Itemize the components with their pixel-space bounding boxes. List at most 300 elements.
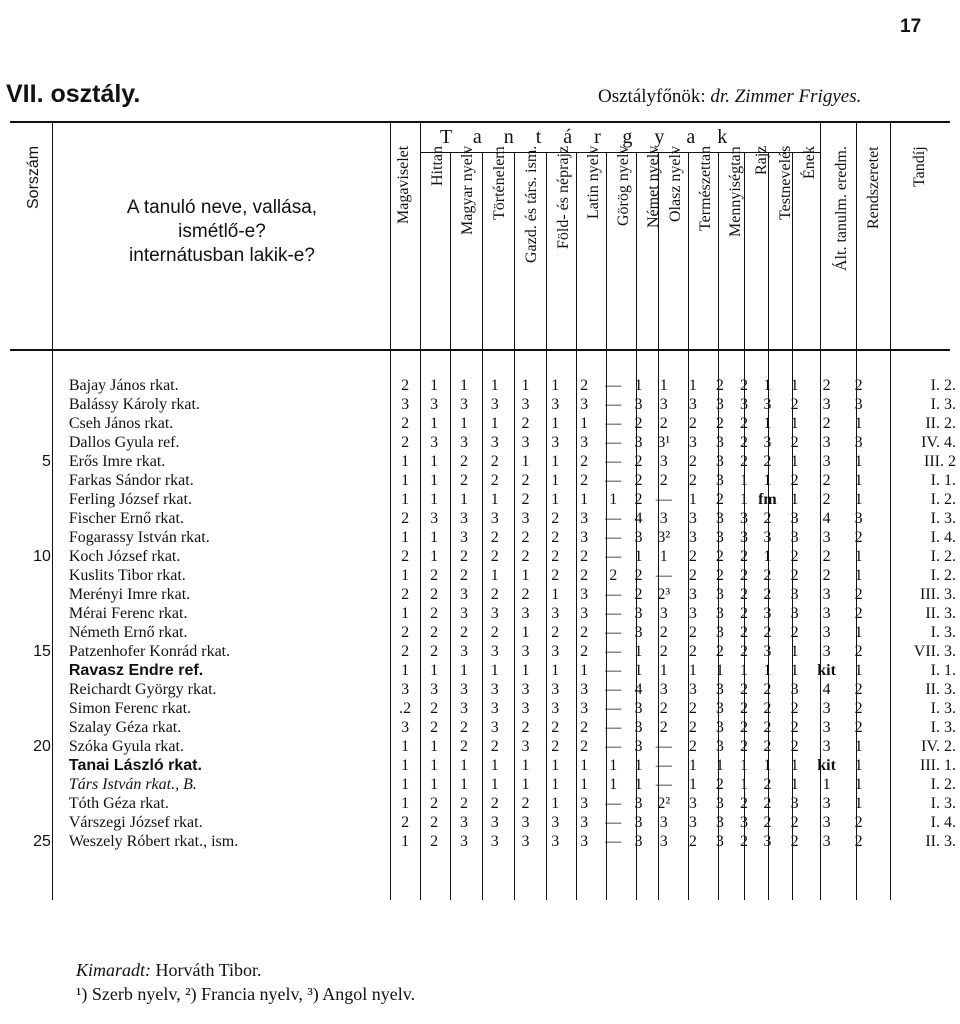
student-table <box>12 376 960 851</box>
grade-cell: 3 <box>490 833 499 850</box>
grade-cell: 2 <box>822 567 831 584</box>
grade-cell: 2 <box>763 510 772 527</box>
serial-number <box>12 680 59 699</box>
student-row <box>12 642 960 661</box>
grade-cell: 2 <box>551 624 560 641</box>
grade-cell: 2 <box>580 453 589 470</box>
student-row <box>12 813 960 832</box>
grade-cell: 3 <box>822 605 831 622</box>
grade-cell: 2 <box>490 586 499 603</box>
grade-cell: 1 <box>739 472 748 489</box>
grade-cell: 3 <box>688 605 697 622</box>
tuition-fee: II. 3. <box>925 605 956 622</box>
serial-number: 10 <box>33 548 51 565</box>
subject-header: Történelem <box>491 146 508 220</box>
serial-number <box>12 566 59 585</box>
grade-cell: 2 <box>790 719 799 736</box>
footnotes: ¹) Szerb nyelv, ²) Francia nyelv, ³) Angol nyelv. <box>76 984 416 1004</box>
grade-cell: 3 <box>521 681 530 698</box>
grade-cell: 2 <box>822 415 831 432</box>
tuition-fee: I. 1. <box>930 472 956 489</box>
serial-number <box>12 661 59 680</box>
grade-cell: — <box>605 548 622 565</box>
subject-header: Mennyiségtan <box>727 146 744 237</box>
grade-cell: 2 <box>790 472 799 489</box>
grade-cell: 3 <box>688 586 697 603</box>
serial-header: Sorszám <box>25 146 42 210</box>
grade-cell: 1 <box>521 377 530 394</box>
grade-cell: 1 <box>854 776 863 793</box>
grade-cell: 3² <box>657 529 671 546</box>
grade-cell: 1 <box>854 624 863 641</box>
grade-cell: 2 <box>430 586 439 603</box>
grade-cell: 3 <box>739 510 748 527</box>
grade-cell: 2 <box>521 586 530 603</box>
grade-cell: 2 <box>854 529 863 546</box>
grade-cell: — <box>655 738 672 755</box>
grade-cell: 1 <box>580 415 589 432</box>
subject-header: Ének <box>801 146 818 179</box>
grade-cell: — <box>605 472 622 489</box>
grade-cell: 3 <box>688 814 697 831</box>
grade-cell: 1 <box>634 662 643 679</box>
grade-cell: 3 <box>739 529 748 546</box>
grade-cell: 2 <box>401 643 410 660</box>
grade-cell: 3 <box>521 833 530 850</box>
grade-cell: 2 <box>490 472 499 489</box>
grade-cell: 2 <box>763 586 772 603</box>
grade-cell: 2 <box>430 567 439 584</box>
grade-cell: 2 <box>459 624 468 641</box>
grade-cell: — <box>605 586 622 603</box>
grade-cell: 2 <box>688 719 697 736</box>
grade-cell: 2 <box>609 567 618 584</box>
grade-cell: 2 <box>763 624 772 641</box>
grade-cell: 2 <box>521 472 530 489</box>
subject-header: Magyar nyelv <box>459 146 476 236</box>
grade-cell: — <box>605 396 622 413</box>
subject-header: Gazd. és társ. ism. <box>523 146 540 264</box>
student-row <box>12 699 960 718</box>
subject-header: Latin nyelv <box>585 146 602 220</box>
serial-number <box>12 433 59 452</box>
grade-cell: 3 <box>490 681 499 698</box>
serial-number <box>12 528 59 547</box>
grade-cell: 3 <box>490 700 499 717</box>
grade-cell: 3 <box>490 605 499 622</box>
grade-cell: 2 <box>715 776 724 793</box>
grade-cell: 3 <box>790 529 799 546</box>
grade-cell: 2 <box>634 472 643 489</box>
grade-cell: 2 <box>854 377 863 394</box>
grade-cell: 2 <box>763 719 772 736</box>
student-name: Patzenhofer Konrád rkat. <box>68 643 231 660</box>
grade-cell: 1 <box>763 472 772 489</box>
grade-cell: 3 <box>490 643 499 660</box>
tuition-fee: I. 3. <box>930 624 956 641</box>
tuition-fee: I. 2. <box>930 548 956 565</box>
grade-cell: 2 <box>854 681 863 698</box>
grade-cell: 2 <box>430 624 439 641</box>
grade-cell: 2 <box>551 529 560 546</box>
grade-cell: 3 <box>430 510 439 527</box>
grade-cell: 2 <box>521 548 530 565</box>
grade-cell: 2 <box>430 814 439 831</box>
grade-cell: — <box>605 719 622 736</box>
grade-cell: 2 <box>688 833 697 850</box>
student-row <box>12 376 960 395</box>
student-row <box>12 528 960 547</box>
grade-cell: 3 <box>659 453 668 470</box>
grade-cell: 1 <box>659 662 668 679</box>
grade-cell: 3 <box>739 396 748 413</box>
grade-cell: 2 <box>659 700 668 717</box>
grade-cell: — <box>655 757 672 774</box>
grade-cell: 3 <box>580 700 589 717</box>
grade-cell: 3 <box>790 510 799 527</box>
grade-cell: — <box>605 510 622 527</box>
grade-cell: 3 <box>715 795 724 812</box>
serial-number: 20 <box>33 738 51 755</box>
grade-cell: 2 <box>401 586 410 603</box>
grade-cell: 3 <box>763 833 772 850</box>
grade-cell: 2 <box>854 643 863 660</box>
student-name: Weszely Róbert rkat., ism. <box>68 833 239 850</box>
grade-cell: 3 <box>521 605 530 622</box>
grade-cell: 1 <box>430 738 439 755</box>
grade-cell: 1 <box>854 567 863 584</box>
grade-cell: 2 <box>430 643 439 660</box>
grade-cell: 3 <box>715 624 724 641</box>
grade-cell: 1 <box>790 377 799 394</box>
grade-cell: 2 <box>580 738 589 755</box>
tuition-fee: III. 2 <box>924 453 956 470</box>
grade-cell: 1 <box>401 472 410 489</box>
grade-cell: 1 <box>580 662 589 679</box>
grade-cell: 1 <box>790 776 799 793</box>
grade-cell: 2 <box>430 719 439 736</box>
grade-cell: 2 <box>580 624 589 641</box>
grade-cell: — <box>605 624 622 641</box>
serial-number: 15 <box>33 643 51 660</box>
grade-cell: 2 <box>659 415 668 432</box>
student-row <box>12 775 960 794</box>
subject-header: Testnevelés <box>777 146 794 221</box>
grade-cell: 2 <box>739 586 748 603</box>
grade-cell: 2 <box>430 833 439 850</box>
grade-cell: 3 <box>822 624 831 641</box>
grade-cell: — <box>655 491 672 508</box>
grade-cell: — <box>605 833 622 850</box>
tuition-fee: VII. 3. <box>913 643 956 660</box>
student-name: Tanai László rkat. <box>68 757 202 774</box>
student-name: Merényi Imre rkat. <box>68 586 191 603</box>
grade-cell: 1 <box>551 453 560 470</box>
grade-cell: 3 <box>551 605 560 622</box>
student-info-line: A tanuló neve, vallása, <box>126 197 318 218</box>
grade-cell: 2 <box>739 700 748 717</box>
grade-cell: 3 <box>634 700 643 717</box>
grade-cell: 3 <box>659 833 668 850</box>
tuition-fee: I. 2. <box>930 567 956 584</box>
grade-cell: 3 <box>688 529 697 546</box>
grade-cell: 1 <box>634 643 643 660</box>
serial-number <box>12 585 59 604</box>
grade-cell: 2 <box>763 700 772 717</box>
grade-cell: 1 <box>688 662 697 679</box>
grade-cell: 3 <box>822 434 831 451</box>
student-row <box>12 737 960 756</box>
grade-cell: 1 <box>854 662 863 679</box>
grade-cell: 3 <box>551 700 560 717</box>
grade-cell: 3 <box>580 814 589 831</box>
student-name: Társ István rkat., B. <box>68 776 197 793</box>
student-row <box>12 661 960 680</box>
student-name: Mérai Ferenc rkat. <box>68 605 188 622</box>
grade-cell: 1 <box>490 491 499 508</box>
serial-number <box>12 604 59 623</box>
header-bottom-rule <box>10 349 950 351</box>
grade-cell: 3 <box>715 586 724 603</box>
grade-cell: 3 <box>790 795 799 812</box>
grade-cell: 2 <box>430 795 439 812</box>
grade-cell: 3 <box>854 510 863 527</box>
grade-cell: 2 <box>580 472 589 489</box>
grade-cell: 1 <box>459 415 468 432</box>
grade-cell: 3 <box>822 529 831 546</box>
grade-cell: 1 <box>430 377 439 394</box>
grade-cell: 1 <box>401 491 410 508</box>
grade-cell: 2 <box>401 548 410 565</box>
grade-cell: 2 <box>659 624 668 641</box>
grade-cell: 1 <box>688 491 697 508</box>
student-row <box>12 604 960 623</box>
grade-cell: 3 <box>634 719 643 736</box>
grade-cell: 3 <box>822 814 831 831</box>
tuition-fee: I. 2. <box>930 377 956 394</box>
grade-cell: 2 <box>490 738 499 755</box>
grade-cell: 3 <box>459 814 468 831</box>
grade-cell: 3 <box>715 396 724 413</box>
grade-cell: 1 <box>551 415 560 432</box>
grade-cell: 2² <box>657 795 671 812</box>
grade-cell: 1 <box>688 757 697 774</box>
grade-cell: 2 <box>490 548 499 565</box>
student-row <box>12 680 960 699</box>
student-info-header <box>57 196 387 268</box>
grade-cell: 1 <box>401 605 410 622</box>
grade-cell: 2 <box>688 472 697 489</box>
dropped-out-note <box>76 960 262 981</box>
fee-header: Tandíj <box>911 146 928 187</box>
grade-cell: 3 <box>822 643 831 660</box>
grade-cell: 1 <box>763 377 772 394</box>
grade-cell: 2 <box>854 605 863 622</box>
grade-cell: 2 <box>739 377 748 394</box>
grade-cell: 3 <box>634 833 643 850</box>
grade-cell: kit <box>817 662 836 679</box>
grade-cell: 3 <box>521 434 530 451</box>
grade-cell: 3 <box>580 510 589 527</box>
form-master-name: dr. Zimmer Frigyes. <box>710 86 862 107</box>
grade-cell: 2 <box>459 795 468 812</box>
grade-cell: 3 <box>459 681 468 698</box>
grade-cell: 1 <box>688 776 697 793</box>
grade-cell: 1 <box>521 453 530 470</box>
grade-cell: 1 <box>401 776 410 793</box>
grade-cell: — <box>605 681 622 698</box>
grade-cell: 1 <box>854 491 863 508</box>
grade-cell: 3 <box>401 396 410 413</box>
grade-cell: 2 <box>715 491 724 508</box>
student-name: Várszegi József rkat. <box>68 814 203 831</box>
tuition-fee: IV. 2. <box>921 738 956 755</box>
grade-cell: 3 <box>459 586 468 603</box>
grade-cell: 3 <box>634 795 643 812</box>
grade-cell: 3 <box>580 396 589 413</box>
grade-cell: 1 <box>854 795 863 812</box>
grade-cell: 3 <box>459 510 468 527</box>
grade-cell: 3 <box>634 738 643 755</box>
student-name: Szóka Gyula rkat. <box>68 738 184 755</box>
grade-cell: 3 <box>688 510 697 527</box>
grade-cell: 1 <box>459 776 468 793</box>
grade-cell: 1 <box>822 776 831 793</box>
student-name: Erős Imre rkat. <box>68 453 166 470</box>
serial-number <box>12 395 59 414</box>
grade-cell: 3 <box>490 719 499 736</box>
grade-cell: 1 <box>521 624 530 641</box>
grade-cell: 2 <box>790 833 799 850</box>
grade-cell: 1 <box>551 757 560 774</box>
student-name: Ravasz Endre ref. <box>68 662 204 679</box>
student-name: Balássy Károly rkat. <box>68 396 200 413</box>
grade-cell: 2 <box>763 681 772 698</box>
grade-cell: 1 <box>551 472 560 489</box>
serial-number: 5 <box>41 453 51 470</box>
grade-cell: 3 <box>580 605 589 622</box>
grade-cell: 2 <box>401 624 410 641</box>
grade-cell: 1 <box>430 453 439 470</box>
grade-cell: 2 <box>688 415 697 432</box>
grade-cell: 1 <box>715 757 724 774</box>
grade-cell: — <box>605 415 622 432</box>
grade-cell: 2 <box>763 567 772 584</box>
grade-cell: 1 <box>551 662 560 679</box>
grade-cell: 2 <box>763 776 772 793</box>
student-name: Kuslits Tibor rkat. <box>68 567 186 584</box>
student-row <box>12 414 960 433</box>
grade-cell: 2 <box>715 377 724 394</box>
grade-cell: 2 <box>739 548 748 565</box>
grade-cell: 1 <box>854 548 863 565</box>
grade-cell: 1 <box>854 738 863 755</box>
grade-cell: 2 <box>490 529 499 546</box>
grade-cell: 1 <box>790 757 799 774</box>
serial-number <box>12 414 59 433</box>
grade-cell: 2 <box>739 567 748 584</box>
tuition-fee: II. 3. <box>925 833 956 850</box>
grade-cell: — <box>605 529 622 546</box>
student-row <box>12 832 960 851</box>
student-row <box>12 756 960 775</box>
serial-number <box>12 699 59 718</box>
grade-cell: 2 <box>521 719 530 736</box>
grade-cell: 3 <box>822 586 831 603</box>
grade-cell: 1 <box>490 377 499 394</box>
grade-cell: 2 <box>521 491 530 508</box>
grade-cell: 3 <box>580 434 589 451</box>
grade-cell: 3 <box>790 605 799 622</box>
grade-cell: fm <box>758 491 777 508</box>
student-row <box>12 433 960 452</box>
grade-cell: 1 <box>739 491 748 508</box>
top-rule <box>10 121 950 123</box>
grade-cell: 2 <box>580 567 589 584</box>
grade-cell: 1 <box>659 548 668 565</box>
grade-cell: 3 <box>763 434 772 451</box>
grade-cell: 2 <box>551 738 560 755</box>
grade-cell: 3 <box>790 586 799 603</box>
grade-cell: 1 <box>609 491 618 508</box>
grade-cell: 2³ <box>657 586 671 603</box>
grade-cell: 3 <box>790 681 799 698</box>
student-row <box>12 566 960 585</box>
grade-cell: 3 <box>854 396 863 413</box>
grade-cell: 1 <box>401 757 410 774</box>
grade-cell: 1 <box>401 833 410 850</box>
grade-cell: 1 <box>401 567 410 584</box>
grade-cell: 2 <box>715 643 724 660</box>
grade-cell: 3 <box>715 700 724 717</box>
student-name: Fischer Ernő rkat. <box>68 510 184 527</box>
grade-cell: 1 <box>521 567 530 584</box>
tuition-fee: I. 3. <box>930 396 956 413</box>
grade-cell: 2 <box>580 719 589 736</box>
grade-cell: 1 <box>763 415 772 432</box>
order-header: Rendszeretet <box>865 146 882 229</box>
serial-number <box>12 376 59 395</box>
grade-cell: 3 <box>659 814 668 831</box>
student-row <box>12 471 960 490</box>
grade-cell: 2 <box>822 548 831 565</box>
grade-cell: — <box>605 738 622 755</box>
grade-cell: — <box>605 453 622 470</box>
grade-cell: 3 <box>715 605 724 622</box>
grade-cell: — <box>605 605 622 622</box>
grade-cell: — <box>605 377 622 394</box>
grade-cell: 3 <box>401 719 410 736</box>
student-row <box>12 718 960 737</box>
grade-cell: 3 <box>659 510 668 527</box>
grade-cell: 1 <box>634 757 643 774</box>
grade-cell: 2 <box>715 415 724 432</box>
grade-cell: 1 <box>763 662 772 679</box>
grade-cell: 3 <box>459 434 468 451</box>
grade-cell: 4 <box>822 510 831 527</box>
grade-cell: 2 <box>763 738 772 755</box>
serial-number <box>12 471 59 490</box>
grade-cell: 3 <box>822 833 831 850</box>
grade-cell: 2 <box>739 434 748 451</box>
student-row <box>12 794 960 813</box>
grade-cell: — <box>605 643 622 660</box>
grade-cell: 2 <box>715 548 724 565</box>
serial-number: 25 <box>33 833 51 850</box>
student-name: Németh Ernő rkat. <box>68 624 188 641</box>
grade-cell: 3¹ <box>657 434 671 451</box>
grade-cell: — <box>605 700 622 717</box>
